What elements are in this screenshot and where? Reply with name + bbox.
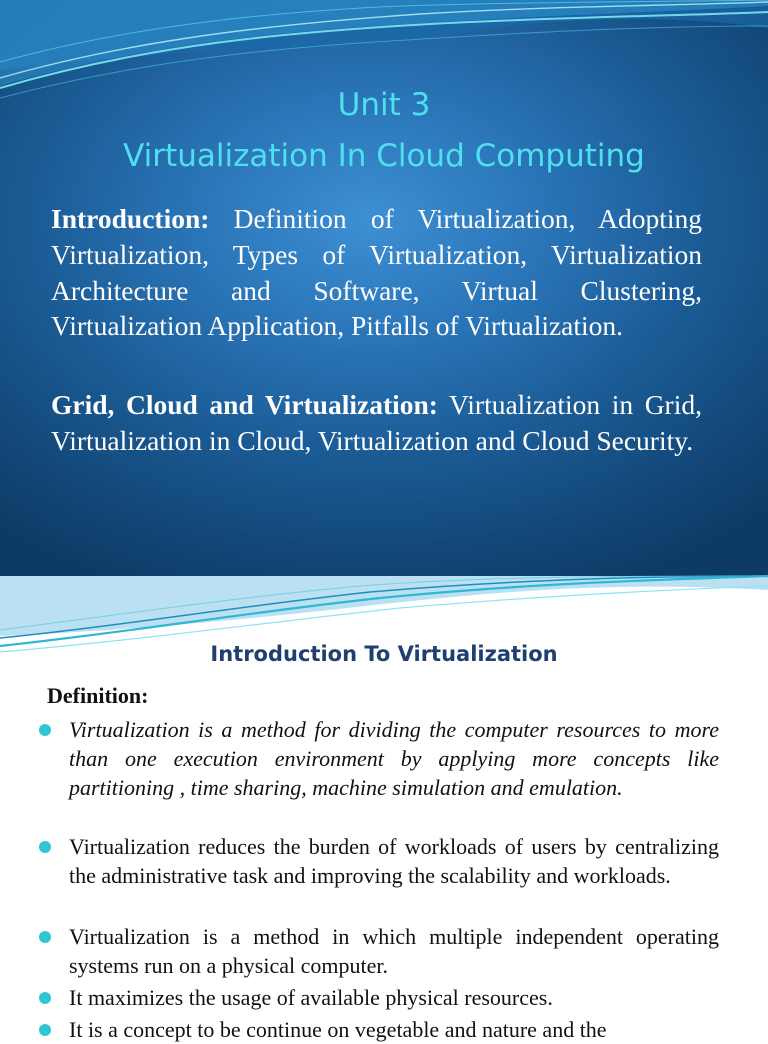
bullet-dot-icon xyxy=(39,841,51,853)
bullet-item xyxy=(69,832,719,890)
bullet-text: It maximizes the usage of available physical resources. xyxy=(69,985,553,1010)
bullet-text: Virtualization reduces the burden of workloads of users by centralizing the administrative task and improving the scalability and workloads. xyxy=(69,834,719,888)
bullet-dot-icon xyxy=(39,931,51,943)
slide-title: Introduction To Virtualization xyxy=(210,642,558,666)
bullet-dot-icon xyxy=(39,1024,51,1036)
bullet-dot-icon xyxy=(39,992,51,1004)
grid-cloud-paragraph xyxy=(51,387,702,459)
bullet-dot-icon xyxy=(39,724,51,736)
bullet-item xyxy=(69,922,719,980)
introduction-label: Introduction: xyxy=(51,203,210,234)
bullet-item xyxy=(69,715,719,802)
unit-title: Unit 3 xyxy=(337,87,431,123)
grid-cloud-label: Grid, Cloud and Virtualization: xyxy=(51,389,438,420)
bullet-item xyxy=(69,983,719,1012)
definition-label: Definition: xyxy=(47,683,149,708)
introduction-paragraph xyxy=(51,201,702,344)
bullet-text: Virtualization is a method in which multiple independent operating systems run on a physical computer. xyxy=(69,924,719,978)
grid-cloud-text: Virtualization in Grid, Virtualization in Cloud, Virtualization and Cloud Security. xyxy=(51,389,702,456)
introduction-text: Definition of Virtualization, Adopting Virtualization, Types of Virtualization, Virtualization Architecture and Software, Virtual Clustering, Virtualization Application, Pitfalls of Virtualization. xyxy=(51,203,702,342)
unit-subtitle: Virtualization In Cloud Computing xyxy=(123,138,645,174)
bullet-text: Virtualization is a method for dividing the computer resources to more than one execution environment by applying more concepts like partitioning , time sharing, machine simulation and emulation. xyxy=(69,717,719,800)
slide-introduction-to-virtualization xyxy=(0,576,768,1042)
bullet-text: It is a concept to be continue on vegetable and nature and the xyxy=(69,1017,607,1042)
bullet-item xyxy=(69,1015,719,1044)
